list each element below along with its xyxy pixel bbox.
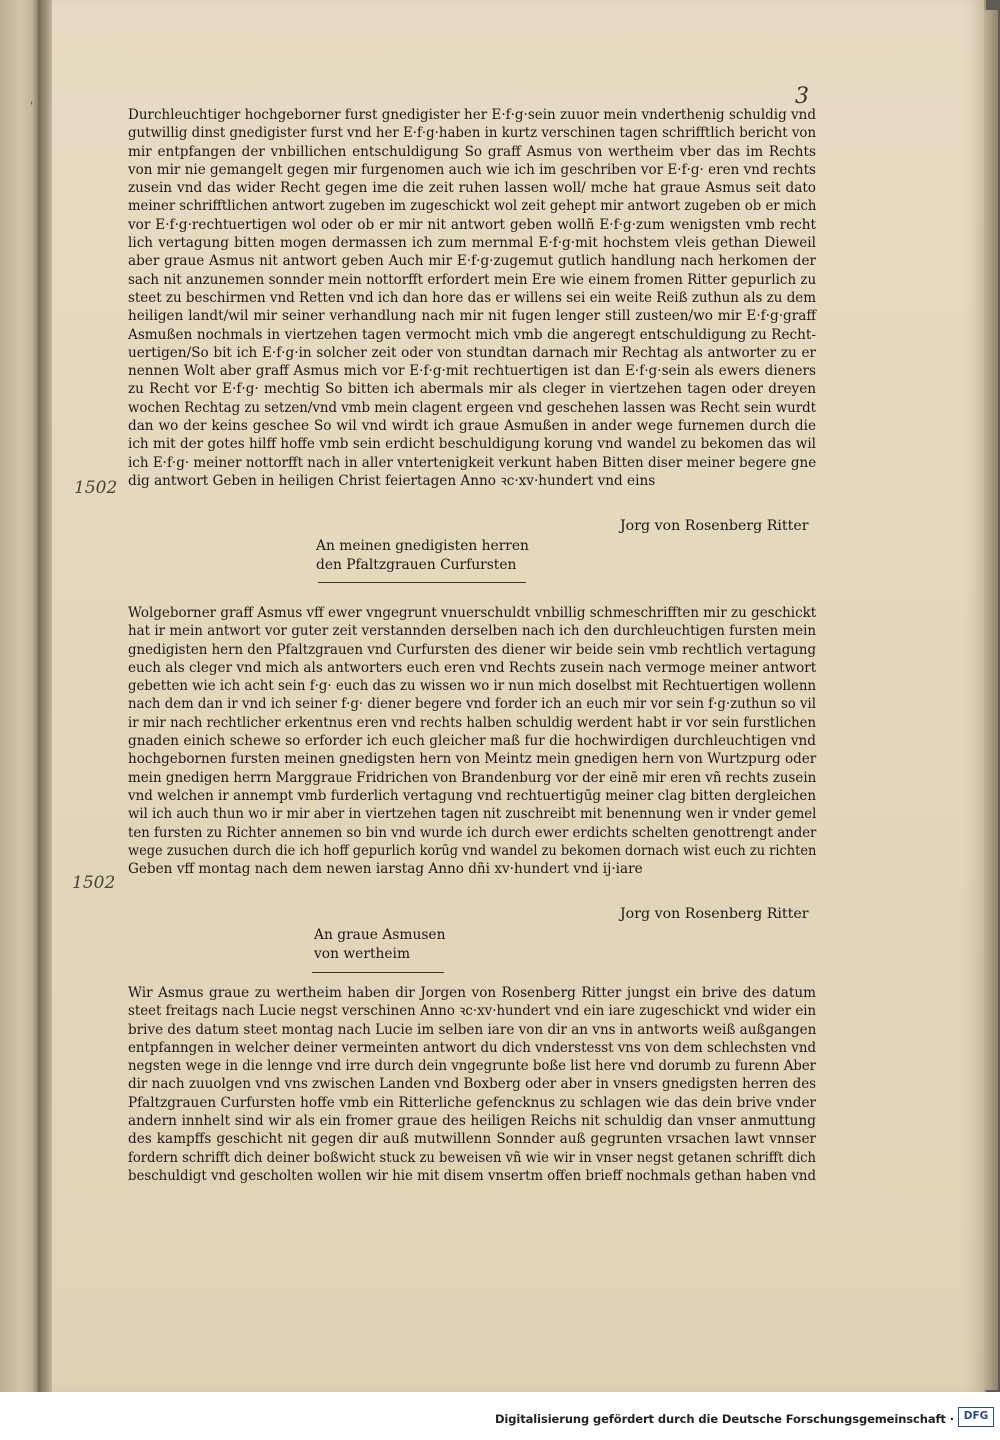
text-line: Asmußen nochmals in viertzehen tagen vermocht mich vmb die angeregt entschuldigung zu Recht-: [128, 326, 816, 343]
address-line: An graue Asmusen: [314, 927, 446, 943]
text-line: ir mir nach rechtlicher erkentnus eren vnd rechts halben schuldig werdent habt ir vor sein furstlichen: [128, 714, 816, 731]
text-line: hochgebornen fursten meinen gnedigsten hern von Meintz mein gnedigen hern von Wurtzpurg oder: [128, 751, 817, 768]
text-line: Durchleuchtiger hochgeborner furst gnedigister her E·f·g·sein zuuor mein vnderthenig schuldig vnd: [128, 107, 817, 123]
text-line: dir nach zuuolgen vnd vns zwischen Landen vnd Boxberg oder aber in vnsers gnedigsten herren des: [128, 1076, 817, 1093]
margin-note-year: 1502: [72, 873, 116, 893]
letter-2-body: [128, 604, 816, 878]
text-line: steet zu beschirmen vnd Retten vnd ich dan hore das er willens sei ein weite Reiß zuthun als zu dem: [128, 289, 816, 306]
address-line: den Pfaltzgrauen Curfursten: [316, 557, 517, 573]
text-line: aber graue Asmus nit antwort geben Auch mir E·f·g·zugemut gutlich handlung nach herkomen der: [128, 253, 816, 270]
funding-credit: Digitalisierung gefördert durch die Deutsche Forschungsgemeinschaft ·: [494, 1412, 954, 1426]
text-line: andern innhelt sind wir als ein fromer graue des heiligen Reichs nit schuldig dan vnser anmuttung: [128, 1113, 816, 1130]
right-page-edge: [984, 10, 998, 1390]
text-line: Geben vff montag nach dem newen iarstag Anno dñi xv·hundert vnd ij·iare: [128, 861, 643, 878]
footer-bar: [0, 1392, 1000, 1440]
text-line: ich mit der gotes hilff hoffe vmb sein erdicht beschuldigung korung vnd wandel zu bekomen das wil: [128, 436, 816, 453]
dfg-logo: DFG: [958, 1407, 994, 1427]
text-line: wil ich auch thun wo ir mir aber in viertzehen tagen nit zuschreibt mit benennung wen ir vnder gemel: [128, 806, 817, 823]
text-line: sach nit anzunemen sonnder mein nottorfft erfordert mein Ere wie einem fromen Ritter gepurlich zu: [128, 271, 817, 288]
text-line: gnaden einich schewe so erforder ich euch gleicher maß fur die hochwirdigen durchleuchtigen vnd: [128, 733, 816, 750]
text-line: vor E·f·g·rechtuertigen wol oder ob er mir nit antwort geben wollñ E·f·g·zum wenigsten vmb recht: [128, 216, 816, 233]
text-line: hat ir mein antwort vor guter zeit verstannden derselben nach ich den durchleuchtigen fursten mein: [128, 623, 817, 640]
section-divider: [312, 972, 444, 973]
text-line: steet freitags nach Lucie negst verschinen Anno ꝛc·xv·hundert vnd ein iare zugeschickt vnd wider ein: [128, 1003, 817, 1020]
text-line: dan wo der keins geschee So wil vnd wirdt ich graue Asmußen in ander wege furnemen durch die: [128, 418, 816, 435]
address-line: von wertheim: [314, 946, 411, 962]
margin-note-year: 1502: [74, 478, 118, 498]
text-line: Wir Asmus graue zu wertheim haben dir Jorgen von Rosenberg Ritter jungst ein brive des datum: [128, 985, 816, 1001]
page-number: 3: [795, 84, 809, 109]
text-line: gnedigisten hern den Pfaltzgrauen vnd Curfursten des diener wir beide sein vmb rechtlich vertagung: [128, 641, 817, 658]
text-line: zu Recht vor E·f·g· mechtig So bitten ich abermals mir als cleger in viertzehen tagen oder dreyen: [128, 381, 816, 398]
letter-1-body: [128, 106, 816, 490]
text-line: ten fursten zu Richter annemen so bin vnd wurde ich durch ewer erdichts schelten genottrengt ander: [128, 824, 817, 841]
letter-3-body: [128, 984, 816, 1185]
text-line: Pfaltzgrauen Curfursten hoffe vmb ein Ritterliche gefencknus zu schlagen wie das dein brive vnder: [128, 1094, 816, 1111]
margin-mark: ˈ: [30, 100, 34, 114]
text-line: uertigen/So bit ich E·f·g·in solcher zeit oder von stundtan darnach mir Rechtag als antworter zu er: [128, 344, 816, 361]
text-line: dig antwort Geben in heiligen Christ feiertagen Anno ꝛc·xv·hundert vnd eins: [128, 472, 656, 489]
text-line: nennen Wolt aber graff Asmus mich vor E·f·g·mit rechtuertigen ist dan E·f·g·sein als ewers dieners: [128, 363, 816, 380]
left-page-edge: [0, 0, 38, 1392]
letter-2-address: [314, 926, 445, 964]
text-line: gebetten wie ich acht sein f·g· euch das zu wissen wo ir nun mich doselbst mit Rechtuertigen wollenn: [128, 678, 817, 695]
text-line: negsten wege in die lennge vnd irre durch dein vngegrunte boße list here vnd dorumb zu furenn Aber: [128, 1058, 816, 1075]
text-line: Wolgeborner graff Asmus vff ewer vngegrunt vnuerschuldt vnbillig schmeschrifften mir zu geschickt: [128, 605, 817, 621]
text-line: ich E·f·g· meiner nottorfft nach in aller vntertenigkeit verkunt haben Bitten diser meiner begere gne: [128, 454, 817, 471]
text-line: beschuldigt vnd gescholten wollen wir hie mit disem vnsertm offen brieff nochmals gethan haben vnd: [128, 1167, 817, 1184]
text-line: zusein vnd das wider Recht gegen ime die zeit ruhen lassen woll/ mche hat graue Asmus seit dato: [128, 180, 816, 197]
text-line: wege zusuchen durch die ich hoff gepurlich korūg vnd wandel zu bekomen dornach wist euch zu richten: [128, 842, 817, 859]
letter-2-signature: Jorg von Rosenberg Ritter: [620, 906, 809, 922]
text-line: von mir nie gemangelt gegen mir furgenomen auch wie ich im geschriben vor E·f·g· eren vnd rechts: [128, 161, 816, 178]
text-line: nach dem dan ir vnd ich seiner f·g· diener begere vnd forder ich an euch mir vor sein f·g·zuthun so vil: [128, 696, 817, 713]
text-line: entpfanngen in welcher deiner vermeinten antwort du dich vnderstesst vns von dem schlechsten vnd: [128, 1039, 817, 1056]
text-line: gutwillig dinst gnedigister furst vnd her E·f·g·haben in kurtz verschinen tagen schrifftlich bericht von: [128, 125, 817, 142]
text-line: brive des datum steet montag nach Lucie im selben iare von dir an vns in antworts weiß außgangen: [128, 1021, 817, 1038]
section-divider: [318, 582, 526, 583]
text-line: vnd welchen ir annempt vmb furderlich vertagung vnd rechtuertigūg meiner clag bitten dergleichen: [128, 787, 817, 804]
address-line: An meinen gnedigisten herren: [316, 538, 529, 554]
text-line: mein gnedigen herrn Marggraue Fridrichen von Brandenburg vor der einē mir eren vñ rechts zusein: [128, 769, 817, 786]
letter-1-signature: Jorg von Rosenberg Ritter: [620, 518, 809, 534]
text-line: lich vertagung bitten mogen dermassen ich zum mernmal E·f·g·mit hochstem vleis gethan Dieweil: [128, 235, 816, 252]
text-line: wochen Rechtag zu setzen/vnd vmb mein clagent ergeen vnd geschehen lassen was Recht sein wurdt: [128, 399, 817, 416]
text-line: euch als cleger vnd mich als antworters euch eren vnd Rechts zusein nach vermoge meiner antwort: [128, 659, 817, 676]
text-line: meiner schrifftlichen antwort zugeben im zugeschickt wol zeit gehept mir antwort zugeben ob er mich: [128, 198, 817, 215]
text-line: des kampffs geschicht nit gegen dir auß mutwillenn Sonnder auß gegrunten vrsachen lawt vnnser: [128, 1131, 816, 1148]
text-line: mir entpfangen der vnbillichen entschuldigung So graff Asmus von wertheim vber das im Rechts: [128, 143, 816, 160]
letter-1-address: [316, 537, 529, 575]
text-line: fordern schrifft dich deiner boßwicht stuck zu beweisen vñ wie wir in vnser negst getanen schrifft dich: [128, 1149, 817, 1166]
text-line: heiligen landt/wil mir seiner verhandlung nach mir nit fugen lenger still zusteen/wo mir E·f·g·graff: [128, 308, 816, 325]
